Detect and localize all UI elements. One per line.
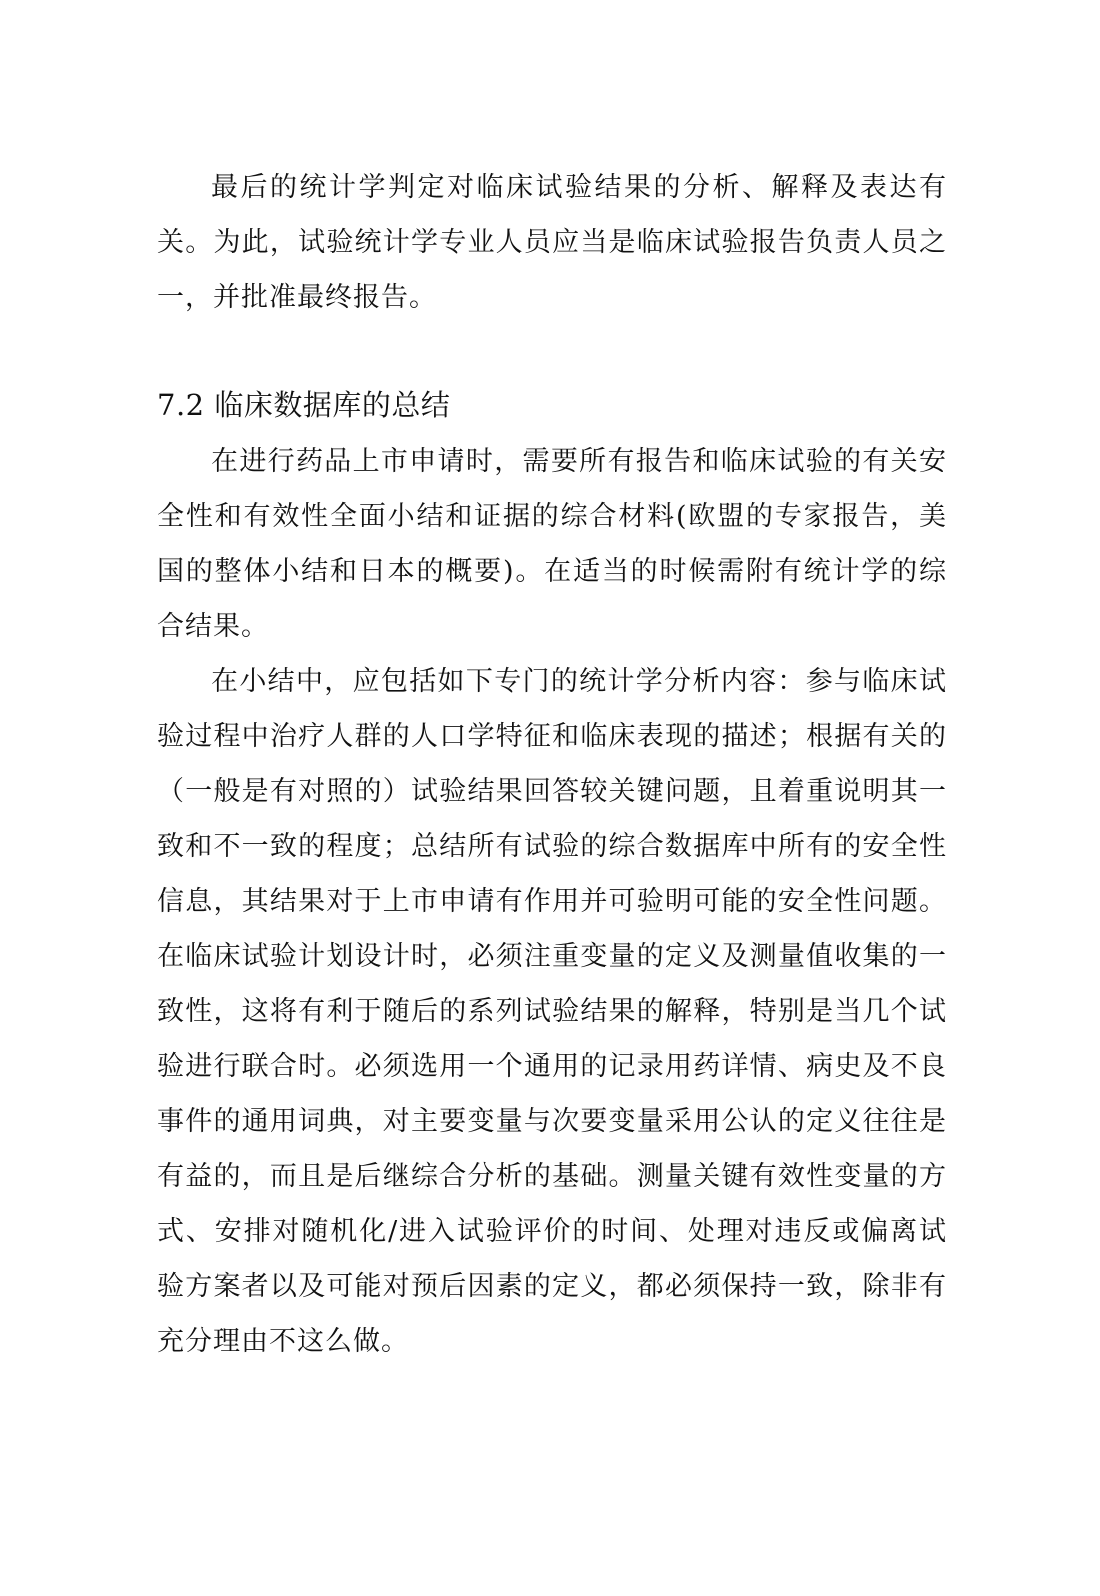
body-paragraph: 在小结中，应包括如下专门的统计学分析内容：参与临床试验过程中治疗人群的人口学特征和临床表现的描述；根据有关的（一般是有对照的）试验结果回答较关键问题，且着重说明其一致和不一致的程度；总结所有试验的综合数据库中所有的安全性信息，其结果对于上市申请有作用并可验明可能的安全性问题。在临床试验计划设计时，必须注重变量的定义及测量值收集的一致性，这将有利于随后的系列试验结果的解释，特别是当几个试验进行联合时。必须选用一个通用的记录用药详情、病史及不良事件的通用词典，对主要变量与次要变量采用公认的定义往往是有益的，而且是后继综合分析的基础。测量关键有效性变量的方式、安排对随机化/进入试验评价的时间、处理对违反或偏离试验方案者以及可能对预后因素的定义，都必须保持一致，除非有充分理由不这么做。 [157,666,947,1357]
section-heading: 7.2 临床数据库的总结 [157,388,451,422]
body-paragraph: 在进行药品上市申请时，需要所有报告和临床试验的有关安全性和有效性全面小结和证据的综合材料(欧盟的专家报告，美国的整体小结和日本的概要)。在适当的时候需附有统计学的综合结果。 [157,446,947,642]
intro-text [157,160,947,325]
section-body [157,434,947,1369]
intro-paragraph: 最后的统计学判定对临床试验结果的分析、解释及表达有关。为此，试验统计学专业人员应当是临床试验报告负责人员之一，并批准最终报告。 [157,172,947,313]
